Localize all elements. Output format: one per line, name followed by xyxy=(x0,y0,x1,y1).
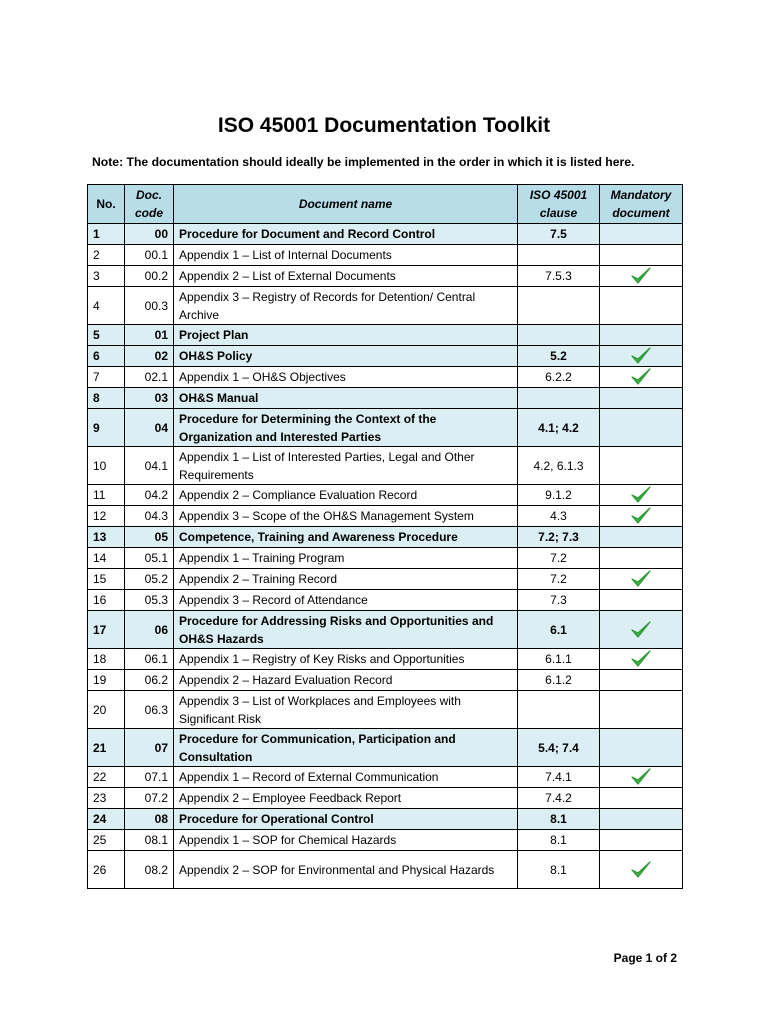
table-row xyxy=(88,506,683,527)
page-number: Page 1 of 2 xyxy=(613,951,677,965)
document-name: Procedure for Determining the Context of the Organization and Interested Parties xyxy=(174,409,518,447)
doc-code: 06.2 xyxy=(125,670,174,691)
row-number: 19 xyxy=(88,670,125,691)
table-row xyxy=(88,224,683,245)
table-row xyxy=(88,830,683,851)
documentation-table xyxy=(87,184,683,889)
iso-clause: 4.1; 4.2 xyxy=(518,409,600,447)
mandatory-cell xyxy=(600,590,683,611)
checkmark-icon xyxy=(630,769,652,783)
doc-code: 07.2 xyxy=(125,788,174,809)
doc-code: 01 xyxy=(125,325,174,346)
document-name: Procedure for Document and Record Control xyxy=(174,224,518,245)
document-name: Appendix 3 – Registry of Records for Detention/ Central Archive xyxy=(174,287,518,325)
table-row xyxy=(88,590,683,611)
mandatory-cell xyxy=(600,611,683,649)
table-row xyxy=(88,367,683,388)
row-number: 18 xyxy=(88,649,125,670)
mandatory-cell xyxy=(600,670,683,691)
doc-code: 00.2 xyxy=(125,266,174,287)
document-name: Appendix 1 – Record of External Communication xyxy=(174,767,518,788)
row-number: 12 xyxy=(88,506,125,527)
iso-clause: 7.2; 7.3 xyxy=(518,527,600,548)
document-name: Appendix 3 – List of Workplaces and Employees with Significant Risk xyxy=(174,691,518,729)
doc-code: 04.3 xyxy=(125,506,174,527)
document-name: Procedure for Communication, Participation and Consultation xyxy=(174,729,518,767)
row-number: 11 xyxy=(88,485,125,506)
document-name: Appendix 2 – Compliance Evaluation Record xyxy=(174,485,518,506)
row-number: 20 xyxy=(88,691,125,729)
table-row xyxy=(88,527,683,548)
table-body xyxy=(88,224,683,889)
table-row xyxy=(88,287,683,325)
row-number: 7 xyxy=(88,367,125,388)
iso-clause: 8.1 xyxy=(518,809,600,830)
mandatory-cell xyxy=(600,485,683,506)
doc-code: 00.3 xyxy=(125,287,174,325)
checkmark-icon xyxy=(630,268,652,282)
table-row xyxy=(88,388,683,409)
row-number: 15 xyxy=(88,569,125,590)
document-name: Appendix 1 – Registry of Key Risks and Opportunities xyxy=(174,649,518,670)
column-header-doc-code-line1: Doc. xyxy=(135,188,162,202)
doc-code: 02.1 xyxy=(125,367,174,388)
document-name: Procedure for Addressing Risks and Opportunities and OH&S Hazards xyxy=(174,611,518,649)
mandatory-cell xyxy=(600,788,683,809)
document-name: Procedure for Operational Control xyxy=(174,809,518,830)
mandatory-cell xyxy=(600,224,683,245)
mandatory-cell xyxy=(600,809,683,830)
table-row xyxy=(88,325,683,346)
doc-code: 06.1 xyxy=(125,649,174,670)
document-name: Appendix 1 – List of Internal Documents xyxy=(174,245,518,266)
iso-clause: 8.1 xyxy=(518,830,600,851)
table-row xyxy=(88,569,683,590)
table-row xyxy=(88,649,683,670)
document-name: Appendix 2 – Hazard Evaluation Record xyxy=(174,670,518,691)
column-header-mandatory-line2: document xyxy=(612,206,670,220)
iso-clause: 9.1.2 xyxy=(518,485,600,506)
document-name: Competence, Training and Awareness Procedure xyxy=(174,527,518,548)
column-header-iso-clause-line1: ISO 45001 xyxy=(529,188,588,202)
table-row xyxy=(88,611,683,649)
iso-clause: 6.1.1 xyxy=(518,649,600,670)
column-header-iso-clause-line2: clause xyxy=(539,206,578,220)
iso-clause: 6.1 xyxy=(518,611,600,649)
row-number: 21 xyxy=(88,729,125,767)
mandatory-cell xyxy=(600,409,683,447)
row-number: 4 xyxy=(88,287,125,325)
table-row xyxy=(88,788,683,809)
row-number: 9 xyxy=(88,409,125,447)
iso-clause xyxy=(518,388,600,409)
doc-code: 05.2 xyxy=(125,569,174,590)
iso-clause: 6.2.2 xyxy=(518,367,600,388)
iso-clause xyxy=(518,287,600,325)
document-name: OH&S Policy xyxy=(174,346,518,367)
row-number: 24 xyxy=(88,809,125,830)
doc-code: 00.1 xyxy=(125,245,174,266)
checkmark-icon xyxy=(630,651,652,665)
row-number: 22 xyxy=(88,767,125,788)
table-header xyxy=(88,185,683,224)
iso-clause: 8.1 xyxy=(518,851,600,889)
column-header-doc-code-line2: code xyxy=(134,206,163,220)
table-row xyxy=(88,767,683,788)
iso-clause: 5.2 xyxy=(518,346,600,367)
iso-clause xyxy=(518,245,600,266)
iso-clause: 7.4.1 xyxy=(518,767,600,788)
table-row xyxy=(88,266,683,287)
column-header-iso-clause xyxy=(518,185,600,224)
mandatory-cell xyxy=(600,527,683,548)
iso-clause: 4.3 xyxy=(518,506,600,527)
row-number: 17 xyxy=(88,611,125,649)
iso-clause: 4.2, 6.1.3 xyxy=(518,447,600,485)
doc-code: 07.1 xyxy=(125,767,174,788)
doc-code: 05.1 xyxy=(125,548,174,569)
mandatory-cell xyxy=(600,649,683,670)
iso-clause: 7.4.2 xyxy=(518,788,600,809)
checkmark-icon xyxy=(630,487,652,501)
mandatory-cell xyxy=(600,548,683,569)
mandatory-cell xyxy=(600,266,683,287)
mandatory-cell xyxy=(600,729,683,767)
doc-code: 08.1 xyxy=(125,830,174,851)
table-row xyxy=(88,346,683,367)
table-row xyxy=(88,447,683,485)
mandatory-cell xyxy=(600,691,683,729)
document-name: Appendix 2 – SOP for Environmental and Physical Hazards xyxy=(174,851,518,889)
mandatory-cell xyxy=(600,346,683,367)
iso-clause: 7.5 xyxy=(518,224,600,245)
document-name: Appendix 1 – SOP for Chemical Hazards xyxy=(174,830,518,851)
doc-code: 07 xyxy=(125,729,174,767)
doc-code: 00 xyxy=(125,224,174,245)
row-number: 25 xyxy=(88,830,125,851)
iso-clause: 7.2 xyxy=(518,569,600,590)
mandatory-cell xyxy=(600,367,683,388)
row-number: 13 xyxy=(88,527,125,548)
document-name: Appendix 3 – Record of Attendance xyxy=(174,590,518,611)
mandatory-cell xyxy=(600,851,683,889)
column-header-mandatory-line1: Mandatory xyxy=(610,188,672,202)
column-header-no: No. xyxy=(88,185,125,224)
checkmark-icon xyxy=(630,622,652,636)
doc-code: 05 xyxy=(125,527,174,548)
row-number: 5 xyxy=(88,325,125,346)
document-name: Appendix 1 – Training Program xyxy=(174,548,518,569)
doc-code: 03 xyxy=(125,388,174,409)
row-number: 8 xyxy=(88,388,125,409)
doc-code: 04.2 xyxy=(125,485,174,506)
iso-clause: 5.4; 7.4 xyxy=(518,729,600,767)
iso-clause xyxy=(518,691,600,729)
iso-clause xyxy=(518,325,600,346)
table-row xyxy=(88,670,683,691)
table-row xyxy=(88,691,683,729)
document-name: Appendix 2 – List of External Documents xyxy=(174,266,518,287)
checkmark-icon xyxy=(630,369,652,383)
checkmark-icon xyxy=(630,571,652,585)
mandatory-cell xyxy=(600,325,683,346)
column-header-doc-code xyxy=(125,185,174,224)
iso-clause: 7.5.3 xyxy=(518,266,600,287)
mandatory-cell xyxy=(600,506,683,527)
row-number: 10 xyxy=(88,447,125,485)
implementation-note: Note: The documentation should ideally be implemented in the order in which it is listed here. xyxy=(92,155,635,169)
doc-code: 08 xyxy=(125,809,174,830)
mandatory-cell xyxy=(600,447,683,485)
checkmark-icon xyxy=(630,508,652,522)
doc-code: 02 xyxy=(125,346,174,367)
mandatory-cell xyxy=(600,830,683,851)
document-name: Appendix 3 – Scope of the OH&S Management System xyxy=(174,506,518,527)
row-number: 23 xyxy=(88,788,125,809)
checkmark-icon xyxy=(630,348,652,362)
checkmark-icon xyxy=(630,862,652,876)
document-name: Appendix 1 – OH&S Objectives xyxy=(174,367,518,388)
doc-code: 05.3 xyxy=(125,590,174,611)
document-name: Appendix 1 – List of Interested Parties, Legal and Other Requirements xyxy=(174,447,518,485)
table-row xyxy=(88,548,683,569)
document-name: Appendix 2 – Training Record xyxy=(174,569,518,590)
table-row xyxy=(88,409,683,447)
table-row xyxy=(88,485,683,506)
document-title: ISO 45001 Documentation Toolkit xyxy=(217,114,551,137)
table-row xyxy=(88,809,683,830)
document-name: OH&S Manual xyxy=(174,388,518,409)
row-number: 1 xyxy=(88,224,125,245)
row-number: 2 xyxy=(88,245,125,266)
column-header-document-name: Document name xyxy=(174,185,518,224)
document-name: Appendix 2 – Employee Feedback Report xyxy=(174,788,518,809)
column-header-mandatory xyxy=(600,185,683,224)
mandatory-cell xyxy=(600,569,683,590)
document-name: Project Plan xyxy=(174,325,518,346)
table-row xyxy=(88,851,683,889)
doc-code: 04.1 xyxy=(125,447,174,485)
mandatory-cell xyxy=(600,388,683,409)
iso-clause: 7.2 xyxy=(518,548,600,569)
table-row xyxy=(88,245,683,266)
doc-code: 04 xyxy=(125,409,174,447)
doc-code: 06 xyxy=(125,611,174,649)
doc-code: 06.3 xyxy=(125,691,174,729)
iso-clause: 6.1.2 xyxy=(518,670,600,691)
mandatory-cell xyxy=(600,767,683,788)
iso-clause: 7.3 xyxy=(518,590,600,611)
row-number: 6 xyxy=(88,346,125,367)
doc-code: 08.2 xyxy=(125,851,174,889)
row-number: 3 xyxy=(88,266,125,287)
row-number: 26 xyxy=(88,851,125,889)
row-number: 14 xyxy=(88,548,125,569)
row-number: 16 xyxy=(88,590,125,611)
mandatory-cell xyxy=(600,245,683,266)
table-row xyxy=(88,729,683,767)
mandatory-cell xyxy=(600,287,683,325)
